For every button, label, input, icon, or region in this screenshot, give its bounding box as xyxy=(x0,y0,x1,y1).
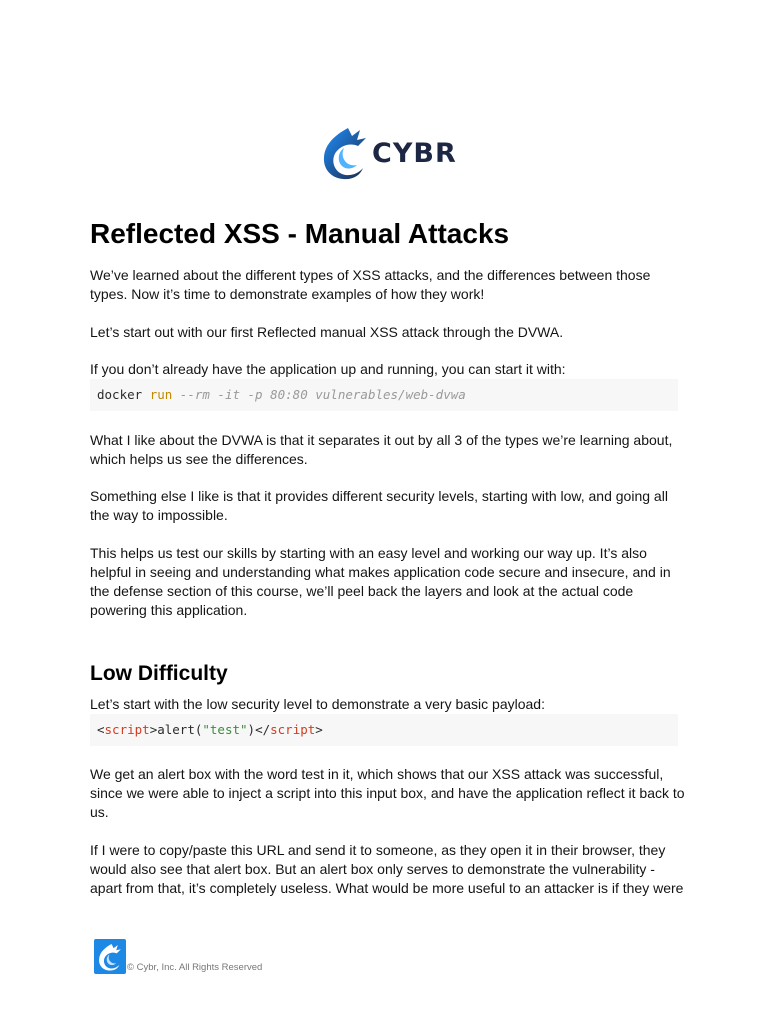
code-keyword: run xyxy=(149,387,173,402)
paragraph-security-levels xyxy=(90,487,690,525)
code-punct: > xyxy=(315,722,323,737)
text-line: What I like about the DVWA is that it separates it out by all 3 of the types we’re learning about, xyxy=(90,432,673,448)
cybr-dragon-icon xyxy=(322,126,368,180)
code-tag: script xyxy=(104,722,150,737)
text-line: Something else I like is that it provides different security levels, starting with low, and going all xyxy=(90,488,668,504)
text-line: powering this application. xyxy=(90,602,248,618)
text-line: the defense section of this course, we’ll peel back the layers and look at the actual code xyxy=(90,583,634,599)
paragraph-url-share xyxy=(90,841,690,898)
paragraph-alert-result xyxy=(90,765,690,822)
paragraph-run-app: If you don’t already have the application up and running, you can start it with: xyxy=(90,361,566,377)
copyright-text: © Cybr, Inc. All Rights Reserved xyxy=(127,962,263,973)
page-title: Reflected XSS - Manual Attacks xyxy=(90,218,510,249)
page-footer xyxy=(94,938,262,974)
code-punct: ) xyxy=(247,722,256,737)
code-command: docker xyxy=(97,387,143,402)
text-line: would also see that alert box. But an alert box only serves to demonstrate the vulnerability - xyxy=(90,861,655,877)
text-line: types. Now it’s time to demonstrate examples of how they work! xyxy=(90,286,485,302)
text-line: We get an alert box with the word test in it, which shows that our XSS attack was successful, xyxy=(90,766,664,782)
code-tag: script xyxy=(270,722,316,737)
paragraph-intro xyxy=(90,266,690,304)
paragraph-skills xyxy=(90,544,690,620)
section-heading: Low Difficulty xyxy=(90,662,228,685)
brand-name: CYBR xyxy=(372,137,457,169)
paragraph-start: Let’s start out with our first Reflected manual XSS attack through the DVWA. xyxy=(90,324,564,340)
paragraph-dvwa-types xyxy=(90,431,690,469)
code-function: alert( xyxy=(157,722,203,737)
code-punct: </ xyxy=(255,722,271,737)
text-line: which helps us see the differences. xyxy=(90,451,308,467)
text-line: since we were able to inject a script into this input box, and have the application reflect it back to xyxy=(90,785,685,801)
text-line: If I were to copy/paste this URL and send it to someone, as they open it in their browser, they xyxy=(90,842,666,858)
cybr-logo xyxy=(322,126,457,180)
text-line: This helps us test our skills by starting with an easy level and working our way up. It’s also xyxy=(90,545,647,561)
paragraph-low-level: Let’s start with the low security level to demonstrate a very basic payload: xyxy=(90,696,545,712)
code-punct: > xyxy=(149,722,158,737)
code-block-payload xyxy=(90,714,678,746)
code-punct: < xyxy=(97,722,105,737)
text-line: We’ve learned about the different types of XSS attacks, and the differences between those xyxy=(90,267,651,283)
code-arguments: --rm -it -p 80:80 vulnerables/web-dvwa xyxy=(179,387,466,402)
text-line: us. xyxy=(90,804,109,820)
cybr-badge-icon xyxy=(94,939,126,974)
text-line: helpful in seeing and understanding what makes application code secure and insecure, and in xyxy=(90,564,671,580)
text-line: the way to impossible. xyxy=(90,507,228,523)
code-block-docker xyxy=(90,379,678,411)
text-line: apart from that, it’s completely useless. What would be more useful to an attacker is if they were xyxy=(90,880,684,896)
code-string: "test" xyxy=(202,722,248,737)
